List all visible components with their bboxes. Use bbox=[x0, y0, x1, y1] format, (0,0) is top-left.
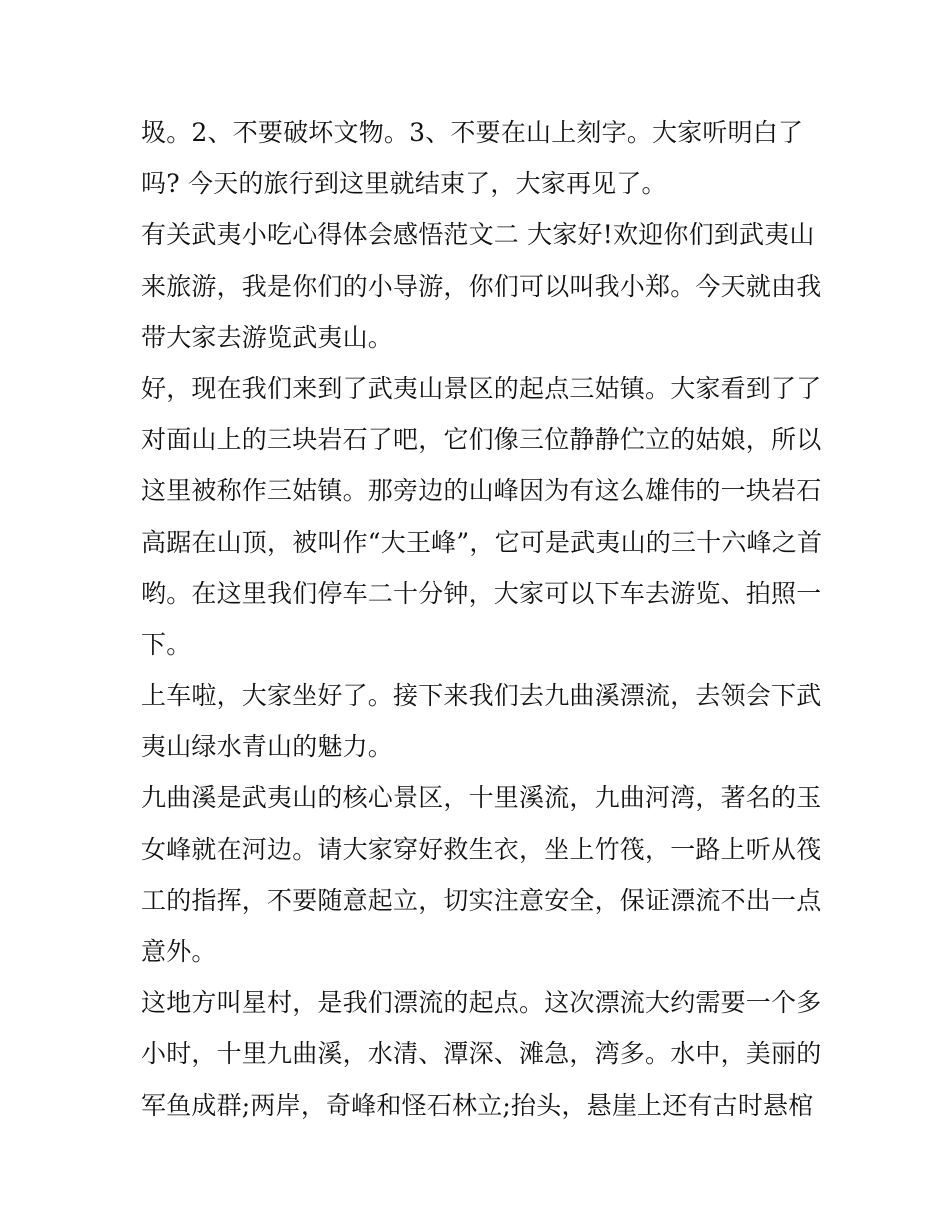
text-line: 吗? 今天的旅行到这里就结束了，大家再见了。 bbox=[141, 169, 667, 199]
text-line: 夷山绿水青山的魅力。 bbox=[141, 732, 394, 762]
text-line: 对面山上的三块岩石了吧，它们像三位静静伫立的姑娘，所以 bbox=[141, 425, 822, 455]
text-line: 小时，十里九曲溪，水清、潭深、滩急，湾多。水中，美丽的 bbox=[141, 1039, 822, 1069]
text-line: 来旅游，我是你们的小导游，你们可以叫我小郑。今天就由我 bbox=[141, 271, 822, 301]
text-line: 哟。在这里我们停车二十分钟，大家可以下车去游览、拍照一 bbox=[141, 578, 822, 608]
text-line: 高踞在山顶，被叫作“大王峰”，它可是武夷山的三十六峰之首 bbox=[141, 527, 823, 557]
text-line: 好，现在我们来到了武夷山景区的起点三姑镇。大家看到了了 bbox=[141, 373, 822, 403]
text-line: 下。 bbox=[141, 629, 192, 659]
text-line: 女峰就在河边。请大家穿好救生衣，坐上竹筏，一路上听从筏 bbox=[141, 834, 822, 864]
text-line: 有关武夷小吃心得体会感悟范文二 大家好!欢迎你们到武夷山 bbox=[141, 220, 815, 250]
text-line: 意外。 bbox=[141, 937, 217, 966]
text-line: 圾。2、不要破坏文物。3、不要在山上刻字。大家听明白了 bbox=[141, 118, 804, 147]
text-line: 这地方叫星村，是我们漂流的起点。这次漂流大约需要一个多 bbox=[141, 988, 822, 1018]
text-line: 军鱼成群;两岸，奇峰和怪石林立;抬头，悬崖上还有古时悬棺 bbox=[141, 1090, 814, 1120]
text-line: 工的指挥，不要随意起立，切实注意安全，保证漂流不出一点 bbox=[141, 885, 822, 915]
text-line: 带大家去游览武夷山。 bbox=[141, 322, 394, 352]
text-line: 上车啦，大家坐好了。接下来我们去九曲溪漂流，去领会下武 bbox=[141, 681, 822, 711]
text-line: 九曲溪是武夷山的核心景区，十里溪流，九曲河湾，著名的玉 bbox=[141, 783, 822, 813]
text-line: 这里被称作三姑镇。那旁边的山峰因为有这么雄伟的一块岩石 bbox=[141, 476, 822, 506]
document-text-body bbox=[141, 107, 841, 1131]
